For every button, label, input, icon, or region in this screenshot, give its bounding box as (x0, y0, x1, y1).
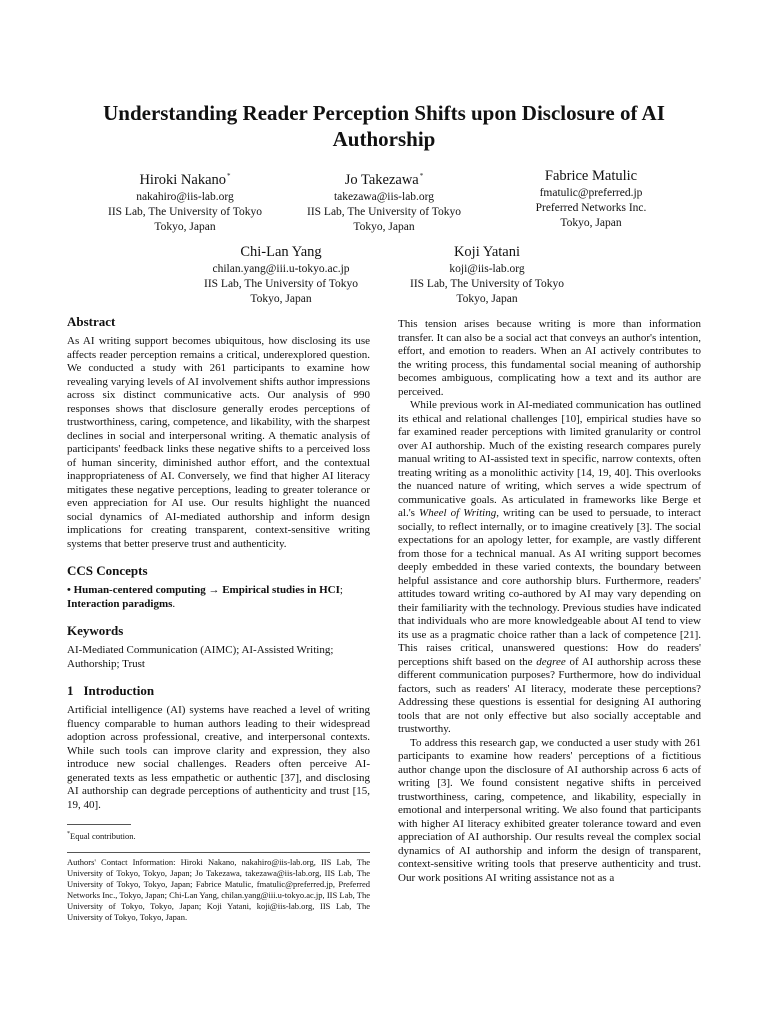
footnote-mark: * (67, 831, 70, 837)
left-column (67, 314, 370, 923)
author-location: Tokyo, Japan (456, 293, 518, 305)
footnote-text: Equal contribution. (70, 830, 136, 841)
author-name: Koji Yatani (453, 244, 521, 260)
ccs-concepts (67, 584, 370, 611)
abstract-heading: Abstract (67, 314, 116, 329)
italic-term: Wheel of Writing (419, 507, 497, 519)
intro-paragraph: Artificial intelligence (AI) systems have reached a level of writing fluency comparable to human authors leading to their widespread adoption across professional, creative, and interpersonal contexts. While such tools can improve clarity and expression, they also introduce new social challenges. Readers often perceive AI-generated texts as less empathetic or authentic [37], and disclosing AI authorship can degrade perceptions of authenticity and trust [15, 19, 40]. (67, 704, 370, 811)
author-location: Tokyo, Japan (560, 217, 622, 229)
italic-term: degree (536, 655, 566, 668)
text-run: While previous work in AI-mediated communication has outlined its ethical and relational challenges [10], empirical studies have so far examined reader perceptions with limited granularity or control over AI authorship. Much of the existing research compares purely manual writing to AI-assisted text in specific, narrow contexts, often treating writing as a monolithic activity [14, 19, 40]. This overlooks the nuanced nature of writing, which serves a wide spectrum of communicative goals. As articulated in frameworks like Berge et al.'s (398, 399, 701, 519)
author-affiliation: IIS Lab, The University of Tokyo (108, 206, 262, 218)
author-block (80, 167, 290, 235)
author-block (486, 167, 696, 231)
abstract-text: As AI writing support becomes ubiquitous, how disclosing its use affects reader perception remains a critical, underexplored question. We conducted a study with 261 participants to examine how revealing varying levels of AI involvement shifts author impressions across six distinct communicative acts. Our analysis of 990 responses shows that disclosure generally erodes perceptions of trustworthiness, caring, competence, and likability, with the sharpest declines in social and interpersonal writing. A thematic analysis of participants' feedback links these negative shifts to a perceived loss of human sincerity, diminished author effort, and the contextual inappropriateness of AI. Conversely, we find that higher AI literacy mitigates these negative perceptions, leading to greater tolerance or even appreciation for AI use. Our results highlight the nuanced social dynamics of AI-mediated authorship and inform design implications for creating transparent, context-sensitive writing systems that better preserve trust and authenticity. (67, 335, 370, 550)
equal-contribution-mark: * (419, 172, 424, 180)
author-location: Tokyo, Japan (250, 293, 312, 305)
author-block (382, 243, 592, 307)
author-email: koji@iis-lab.org (449, 263, 525, 275)
section-title: Introduction (83, 683, 155, 698)
ccs-heading: CCS Concepts (67, 563, 148, 578)
ccs-end: . (172, 597, 176, 610)
body-paragraph: To address this research gap, we conducted a user study with 261 participants to examine how readers' perceptions of a fictitious author change upon the disclosure of AI authorship across 6 acts of writing [3]. We found consistent negative shifts in perceived trustworthiness, caring, competence, and likability, especially in emotional and interpersonal writing. We also found that participants with higher AI literacy exhibited greater tolerance toward and even appreciation of AI authorship. Our results reveal the complex social dynamics of AI authorship and inform the design of transparent, context-sensitive writing tools that preserve authenticity and trust. Our work positions AI writing assistance not as a (398, 736, 701, 884)
author-block (176, 243, 386, 307)
author-name: Hiroki Nakano (139, 172, 227, 188)
author-email: chilan.yang@iii.u-tokyo.ac.jp (212, 263, 350, 275)
author-location: Tokyo, Japan (353, 221, 415, 233)
author-email: nakahiro@iis-lab.org (136, 191, 234, 203)
right-column (398, 318, 701, 885)
text-run: of AI authorship across these different communication purposes? Furthermore, how do individual factors, such as readers' AI literacy, moderate these perceptions? Addressing these questions is essential for designing AI authoring tools that are not only effective but also socially acceptable and trustworthy. (398, 655, 701, 735)
author-email: fmatulic@preferred.jp (539, 187, 643, 199)
author-affiliation: IIS Lab, The University of Tokyo (410, 278, 564, 290)
footnote-rule (67, 824, 131, 825)
footnote (67, 829, 370, 842)
author-affiliation: IIS Lab, The University of Tokyo (204, 278, 358, 290)
author-block (279, 167, 489, 235)
section-number: 1 (67, 683, 74, 698)
contact-rule (67, 852, 370, 853)
body-paragraph (398, 399, 701, 737)
author-name: Jo Takezawa (344, 172, 419, 188)
equal-contribution-mark: * (227, 172, 231, 180)
ccs-term: • Human-centered computing → Empirical studies in HCI (67, 584, 340, 596)
contact-info: Authors' Contact Information: Hiroki Nakano, nakahiro@iis-lab.org, IIS Lab, The University of Tokyo, Tokyo, Japan; Jo Takezawa, takezawa@iis-lab.org, IIS Lab, The University of Tokyo, Tokyo, Japan; Fabrice Matulic, fmatulic@preferred.jp, Preferred Networks Inc., Tokyo, Japan; Chi-Lan Yang, chilan.yang@iii.u-tokyo.ac.jp, IIS Lab, The University of Tokyo, Tokyo, Japan; Koji Yatani, koji@iis-lab.org, IIS Lab, The University of Tokyo, Tokyo, Japan. (67, 856, 370, 922)
author-location: Tokyo, Japan (154, 221, 216, 233)
author-affiliation: IIS Lab, The University of Tokyo (307, 206, 461, 218)
paper-title: Understanding Reader Perception Shifts upon Disclosure of AI Authorship (103, 101, 665, 151)
body-paragraph: This tension arises because writing is more than information transfer. It can also be a social act that conveys an author's intention, effort, and emotion to readers. When an AI actively contributes to the writing process, this fundamental social meaning of authorship becomes ambiguous, complicating how a text and its author are perceived. (398, 318, 701, 398)
keywords-heading: Keywords (67, 623, 124, 638)
author-email: takezawa@iis-lab.org (333, 191, 435, 203)
author-name: Chi-Lan Yang (240, 244, 322, 260)
author-affiliation: Preferred Networks Inc. (535, 202, 647, 214)
ccs-term: Interaction paradigms (67, 597, 173, 610)
text-run: , writing can be used to persuade, to interact socially, to reflect internally, or to imagine creatively [3]. The social expectations for an apology letter, for example, are vastly different from those for a technical manual. As AI writing support becomes deeply embedded in these varied contexts, the boundary between helpful assistance and core authorship blurs. Furthermore, readers' attitudes toward writing co-authored by AI may vary depending on their familiarity with the technology. Previous studies have indicated that individuals who are more knowledgeable about AI tend to view its use as a pragmatic choice rather than a lack of competence [21]. This raises critical, unanswered questions: How do readers' perceptions shift based on the (398, 507, 702, 668)
intro-heading (67, 683, 370, 699)
author-name: Fabrice Matulic (544, 168, 638, 184)
ccs-separator: ; (339, 584, 343, 596)
keywords-text: AI-Mediated Communication (AIMC); AI-Assisted Writing; Authorship; Trust (67, 644, 334, 670)
